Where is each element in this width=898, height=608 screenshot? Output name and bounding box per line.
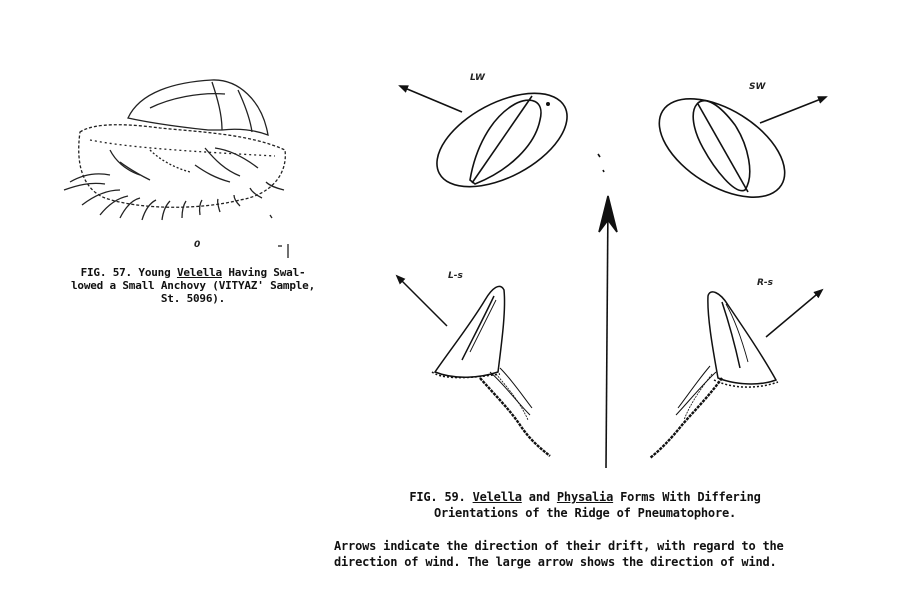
fig59-species1: Velella [472, 490, 522, 504]
fig59-physalia-rs-drawing [650, 290, 822, 458]
arrows-note-line1: Arrows indicate the direction of their drift, with regard to the [334, 539, 784, 553]
fig57-caption-line3: St. 5096). [160, 292, 226, 305]
wind-direction-arrow [598, 154, 617, 468]
arrows-note-line2: direction of wind. The large arrow shows the direction of wind. [334, 555, 777, 569]
label-sw: SW [749, 82, 766, 92]
fig57-scribble-mark: 0 [194, 240, 201, 250]
fig59-caption [355, 489, 815, 521]
fig57-caption-line2: lowed a Small Anchovy (VITYAZ' Sample, [70, 279, 316, 292]
fig59-line1-rest: Forms With Differing [613, 490, 761, 504]
fig57-prefix: Young [138, 266, 177, 279]
fig59-species2: Physalia [556, 490, 614, 504]
fig59-and: and [521, 490, 557, 504]
fig59-caption-line1 [355, 489, 815, 505]
label-lw: LW [470, 73, 485, 83]
fig57-species: Velella [176, 266, 222, 279]
label-ls: L-s [448, 271, 463, 281]
fig57-line1-rest: Having Swal- [221, 266, 306, 279]
fig57-velella-drawing [64, 80, 288, 258]
fig59-velella-sw-drawing [642, 79, 826, 218]
fig57-label: FIG. 57. [80, 266, 132, 279]
arrows-note [334, 538, 784, 570]
fig57-caption [58, 266, 328, 305]
fig59-label: FIG. 59. [409, 490, 466, 504]
fig59-physalia-ls-drawing [397, 276, 550, 456]
label-rs: R-s [757, 278, 774, 288]
fig59-velella-lw-drawing [400, 74, 582, 206]
fig57-caption-line1 [58, 266, 328, 279]
fig59-caption-line2: Orientations of the Ridge of Pneumatophore. [433, 506, 737, 520]
